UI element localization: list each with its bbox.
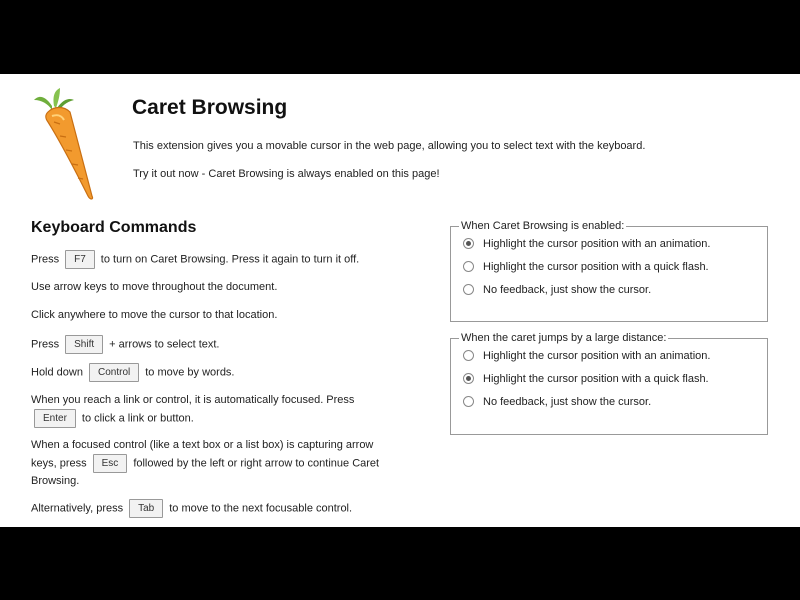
caret-jump-group [450, 332, 768, 435]
key-tab: Tab [129, 499, 163, 518]
command-focus [31, 392, 391, 428]
option-label: Highlight the cursor position with a quick flash. [483, 260, 709, 273]
options-page [0, 74, 800, 527]
command-text: to move by words. [145, 366, 235, 379]
option-label: No feedback, just show the cursor. [483, 283, 652, 296]
key-control: Control [89, 363, 139, 382]
command-text: Hold down [31, 366, 83, 379]
command-text: Press [31, 338, 60, 351]
option-label: Highlight the cursor position with a quick flash. [483, 372, 709, 385]
command-text: Alternatively, press [31, 502, 124, 515]
radio-button[interactable] [463, 350, 474, 361]
intro-try-it: Try it out now - Caret Browsing is always enabled on this page! [133, 168, 440, 180]
command-text: to click a link or button. [81, 412, 194, 425]
keyboard-commands-heading: Keyboard Commands [31, 219, 197, 236]
caret-jump-legend: When the caret jumps by a large distance: [461, 332, 667, 344]
command-text: When a focused control (like a text box or a list box) is capturing arrow [31, 439, 374, 451]
caret-enabled-legend: When Caret Browsing is enabled: [461, 220, 625, 232]
page-title: Caret Browsing [132, 96, 288, 119]
enabled-option-animation[interactable] [451, 232, 767, 255]
radio-button[interactable] [463, 396, 474, 407]
command-text: followed by the left or right arrow to continue Caret [133, 457, 380, 470]
jump-option-flash[interactable] [451, 367, 767, 390]
radio-button[interactable] [463, 261, 474, 272]
command-text: keys, press [31, 457, 87, 470]
jump-option-none[interactable] [451, 390, 767, 413]
option-label: Highlight the cursor position with an animation. [483, 237, 711, 250]
command-tab [31, 499, 391, 518]
command-text: + arrows to select text. [109, 338, 220, 351]
key-enter: Enter [34, 409, 76, 428]
radio-button[interactable] [463, 373, 474, 384]
caret-enabled-group [450, 220, 768, 322]
key-esc: Esc [93, 454, 128, 473]
radio-button[interactable] [463, 238, 474, 249]
command-text: When you reach a link or control, it is automatically focused. Press [31, 394, 355, 406]
intro-description: This extension gives you a movable cursor in the web page, allowing you to select text with the keyboard. [133, 140, 646, 152]
command-click: Click anywhere to move the cursor to that location. [31, 309, 278, 321]
command-words [31, 363, 391, 382]
key-shift: Shift [65, 335, 103, 354]
command-toggle [31, 250, 391, 269]
command-select [31, 335, 391, 354]
radio-button[interactable] [463, 284, 474, 295]
command-arrows: Use arrow keys to move throughout the document. [31, 281, 278, 293]
jump-option-animation[interactable] [451, 344, 767, 367]
command-text: Press [31, 253, 60, 266]
carrot-icon [30, 88, 100, 200]
enabled-option-none[interactable] [451, 278, 767, 301]
command-escape [31, 437, 391, 490]
key-f7: F7 [65, 250, 95, 269]
option-label: No feedback, just show the cursor. [483, 395, 652, 408]
command-text: to turn on Caret Browsing. Press it again to turn it off. [100, 253, 360, 266]
enabled-option-flash[interactable] [451, 255, 767, 278]
option-label: Highlight the cursor position with an animation. [483, 349, 711, 362]
command-text: to move to the next focusable control. [169, 502, 353, 515]
command-text: Browsing. [31, 475, 80, 487]
